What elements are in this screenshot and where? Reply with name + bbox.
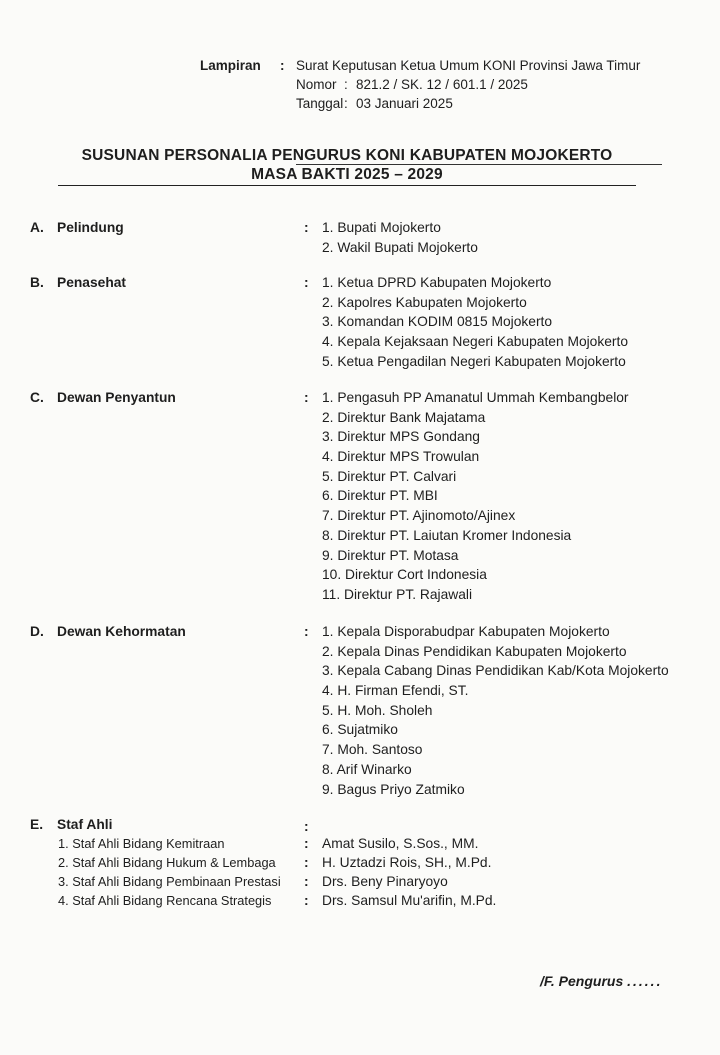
section-letter: C. — [30, 390, 44, 405]
staf-ahli-colon: : — [304, 893, 309, 908]
list-item: 1. Ketua DPRD Kabupaten Mojokerto — [322, 275, 552, 290]
section-title: Penasehat — [57, 275, 127, 290]
tanggal-label: Tanggal — [296, 96, 344, 111]
staf-ahli-row — [58, 834, 708, 853]
list-item: 3. Direktur MPS Gondang — [322, 429, 480, 445]
continuation-text: /F. Pengurus — [540, 973, 624, 989]
lampiran-block — [200, 56, 662, 113]
section-list — [322, 388, 629, 605]
list-item: 6. Direktur PT. MBI — [322, 488, 438, 504]
list-item: 4. Kepala Kejaksaan Negeri Kabupaten Mojokerto — [322, 334, 629, 350]
staf-ahli-title: 3. Staf Ahli Bidang Pembinaan Prestasi — [58, 874, 281, 889]
list-item: 5. H. Moh. Sholeh — [322, 702, 433, 718]
section-letter: A. — [30, 220, 44, 235]
list-item: 1. Pengasuh PP Amanatul Ummah Kembangbelor — [322, 390, 629, 405]
list-item: 8. Direktur PT. Laiutan Kromer Indonesia — [322, 527, 572, 543]
staf-ahli-colon: : — [304, 855, 309, 870]
tanggal-value: 03 Januari 2025 — [356, 96, 453, 111]
list-item: 2. Direktur Bank Majatama — [322, 409, 486, 425]
section-title: Dewan Kehormatan — [57, 624, 186, 639]
staf-ahli-row — [58, 853, 708, 872]
section-title: Dewan Penyantun — [57, 390, 176, 405]
staf-ahli-list — [58, 834, 708, 910]
section-colon: : — [304, 220, 309, 235]
section-colon: : — [304, 275, 309, 290]
list-item: 6. Sujatmiko — [322, 722, 398, 738]
list-item: 11. Direktur PT. Rajawali — [322, 586, 473, 602]
staf-ahli-title: 2. Staf Ahli Bidang Hukum & Lembaga — [58, 855, 276, 870]
list-item: 3. Kepala Cabang Dinas Pendidikan Kab/Kota Mojokerto — [322, 663, 669, 679]
section-heading — [30, 622, 186, 642]
list-item: 1. Bupati Mojokerto — [322, 220, 441, 235]
section-title: Staf Ahli — [57, 817, 113, 832]
list-item: 7. Moh. Santoso — [322, 742, 423, 758]
section-colon: : — [304, 390, 309, 405]
staf-ahli-name: Drs. Samsul Mu'arifin, M.Pd. — [322, 893, 497, 908]
section-heading — [30, 388, 176, 408]
section-letter: D. — [30, 624, 44, 639]
list-item: 8. Arif Winarko — [322, 761, 412, 777]
staf-ahli-row — [58, 891, 708, 910]
list-item: 2. Kapolres Kabupaten Mojokerto — [322, 294, 527, 310]
nomor-colon: : — [344, 77, 348, 92]
section-heading — [30, 273, 126, 293]
section-letter: B. — [30, 275, 44, 290]
list-item: 9. Direktur PT. Motasa — [322, 547, 459, 563]
tanggal-colon: : — [344, 96, 348, 111]
section-list — [322, 218, 478, 257]
title-line-2: MASA BAKTI 2025 – 2029 — [251, 166, 443, 183]
nomor-label: Nomor — [296, 77, 337, 92]
section-title: Pelindung — [57, 220, 124, 235]
section-heading — [30, 815, 112, 834]
list-item: 5. Ketua Pengadilan Negeri Kabupaten Mojokerto — [322, 353, 626, 369]
staf-ahli-colon: : — [304, 836, 309, 851]
nomor-value: 821.2 / SK. 12 / 601.1 / 2025 — [356, 77, 528, 92]
list-item: 3. Komandan KODIM 0815 Mojokerto — [322, 314, 553, 330]
list-item: 4. Direktur MPS Trowulan — [322, 449, 480, 465]
title-line-1: SUSUNAN PERSONALIA PENGURUS KONI KABUPATEN MOJOKERTO — [81, 147, 613, 164]
section-heading — [30, 218, 124, 238]
list-item: 2. Kepala Dinas Pendidikan Kabupaten Mojokerto — [322, 643, 627, 659]
lampiran-text: Surat Keputusan Ketua Umum KONI Provinsi Jawa Timur — [296, 58, 641, 73]
continuation-note — [540, 973, 662, 989]
title-divider — [58, 185, 636, 186]
list-item: 4. H. Firman Efendi, ST. — [322, 683, 469, 699]
list-item: 2. Wakil Bupati Mojokerto — [322, 239, 478, 255]
list-item: 1. Kepala Disporabudpar Kabupaten Mojokerto — [322, 624, 610, 639]
staf-ahli-colon: : — [304, 874, 309, 889]
staf-ahli-name: Amat Susilo, S.Sos., MM. — [322, 836, 479, 851]
lampiran-colon: : — [280, 58, 285, 73]
staf-ahli-title: 4. Staf Ahli Bidang Rencana Strategis — [58, 893, 272, 908]
list-item: 9. Bagus Priyo Zatmiko — [322, 781, 465, 797]
document-title — [58, 146, 636, 184]
list-item: 10. Direktur Cort Indonesia — [322, 567, 487, 583]
section-list — [322, 273, 628, 371]
list-item: 7. Direktur PT. Ajinomoto/Ajinex — [322, 508, 516, 524]
lampiran-label: Lampiran — [200, 58, 261, 73]
section-letter: E. — [30, 817, 44, 832]
staf-ahli-title: 1. Staf Ahli Bidang Kemitraan — [58, 836, 225, 851]
continuation-dots: ...... — [627, 973, 663, 989]
staf-ahli-name: H. Uztadzi Rois, SH., M.Pd. — [322, 855, 492, 870]
section-colon: : — [304, 624, 309, 639]
section-list — [322, 622, 669, 799]
staf-ahli-name: Drs. Beny Pinaryoyo — [322, 874, 448, 889]
staf-ahli-row — [58, 872, 708, 891]
section-colon: : — [304, 819, 309, 834]
list-item: 5. Direktur PT. Calvari — [322, 468, 457, 484]
